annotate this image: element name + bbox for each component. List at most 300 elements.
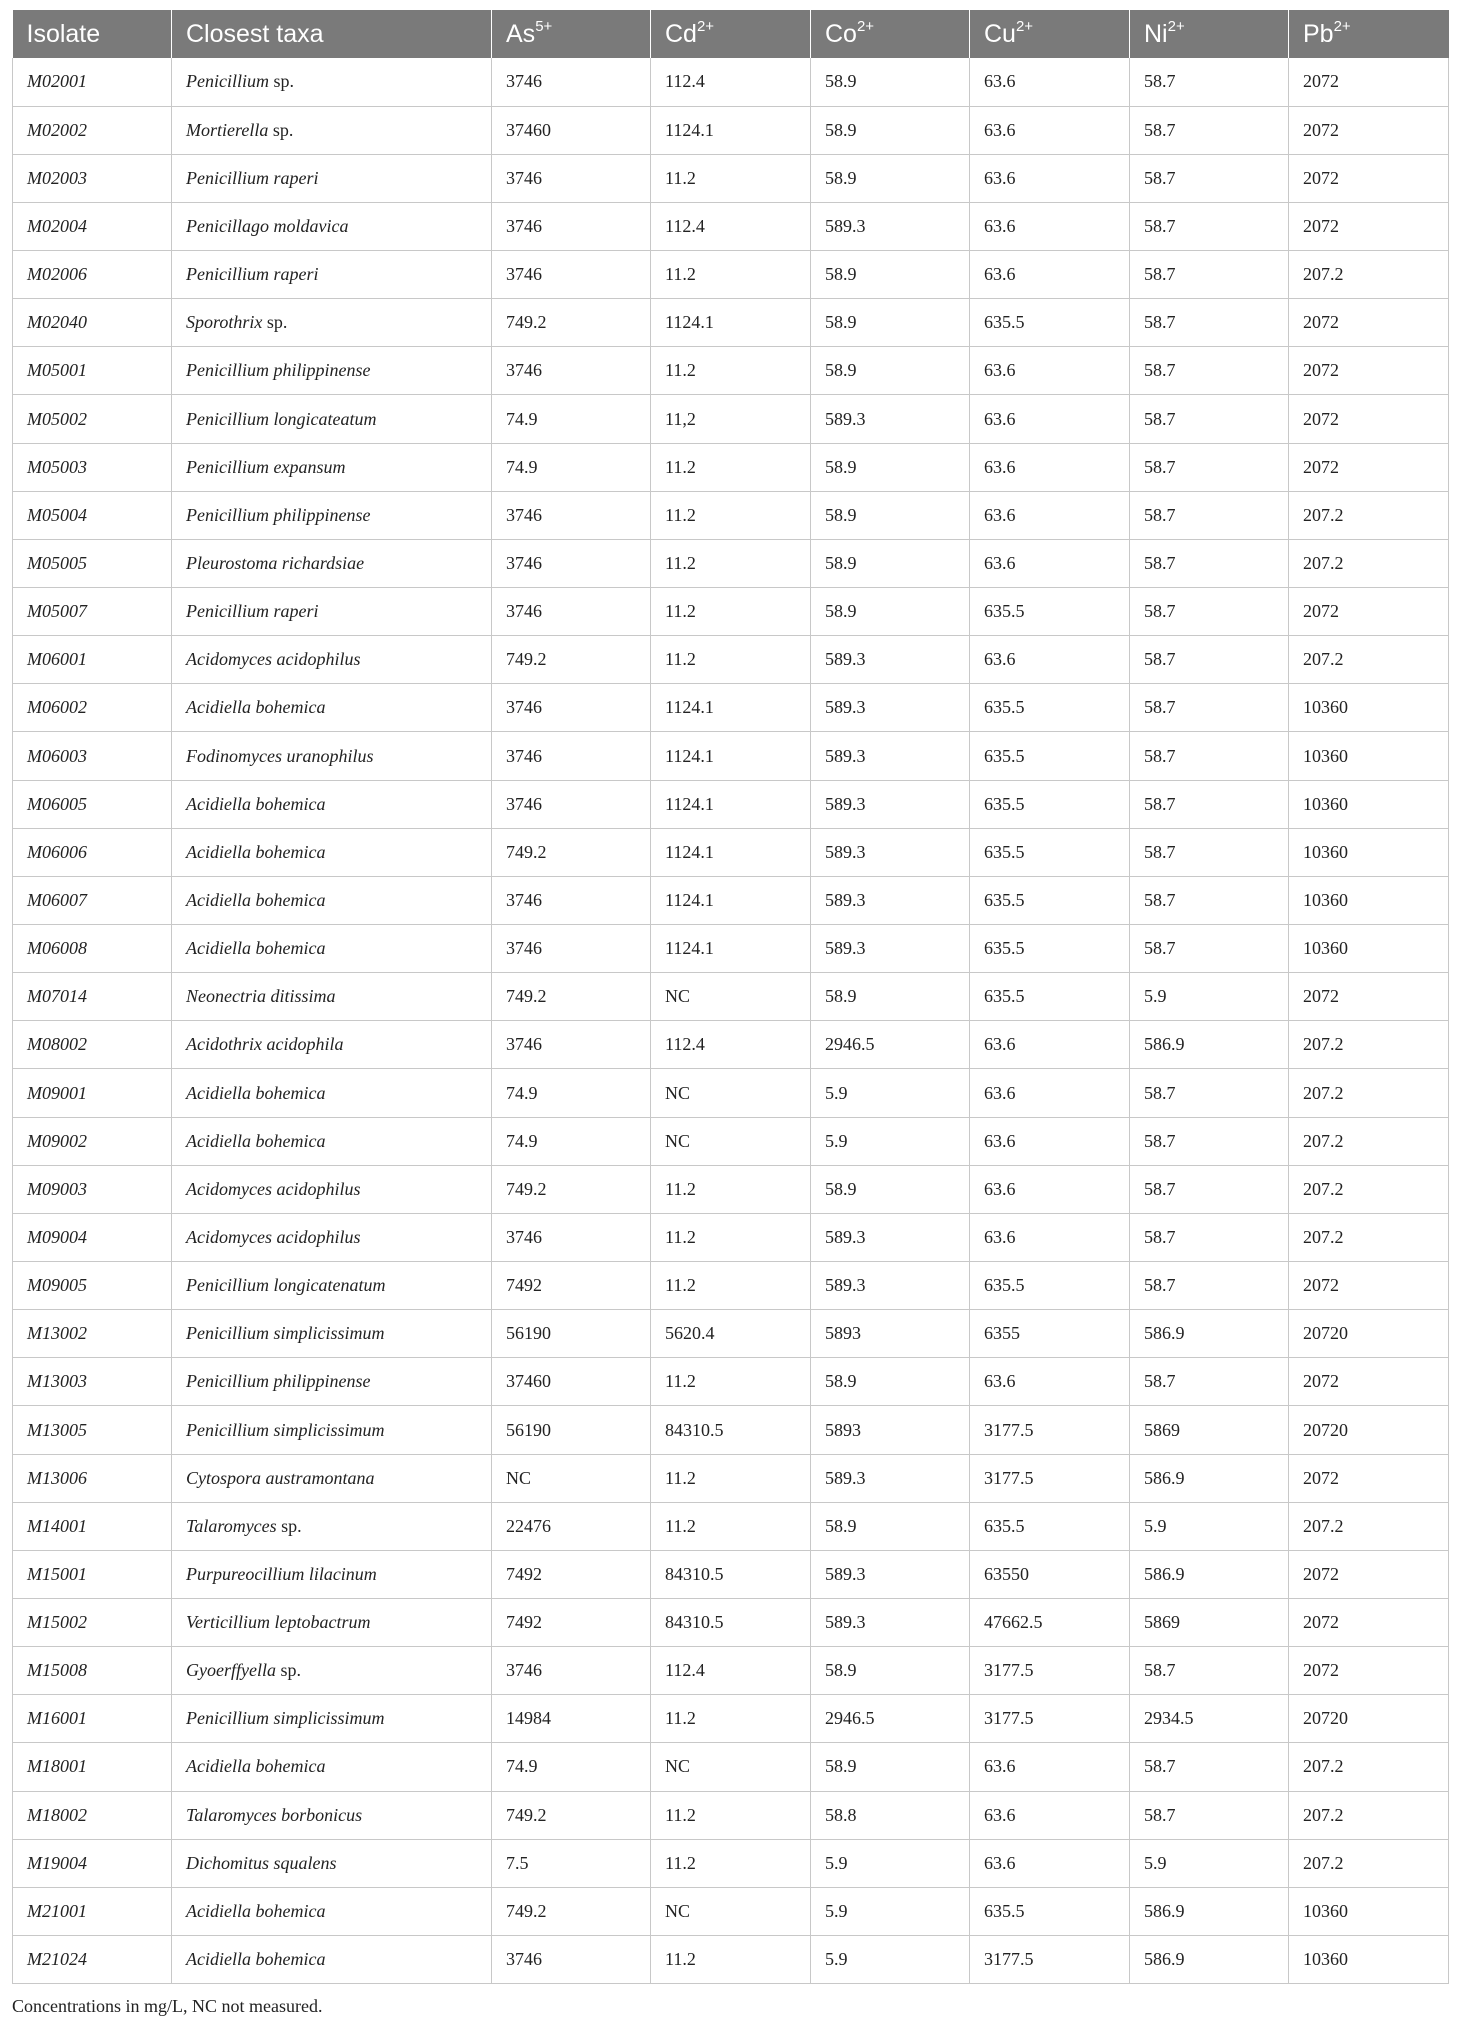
cell-as: 3746 <box>492 491 651 539</box>
cell-isolate: M09005 <box>13 1262 172 1310</box>
cell-as: 37460 <box>492 1358 651 1406</box>
cell-cd: 11.2 <box>651 1695 811 1743</box>
cell-cu: 63.6 <box>970 202 1130 250</box>
taxa-name: Penicillium longicatenatum <box>186 1275 386 1296</box>
cell-as: 749.2 <box>492 636 651 684</box>
cell-co: 58.9 <box>811 299 970 347</box>
cell-pb: 207.2 <box>1289 1069 1449 1117</box>
cell-closest-taxa <box>172 1695 492 1743</box>
cell-isolate: M02001 <box>13 58 172 106</box>
taxa-name: Acidiella bohemica <box>186 1756 326 1777</box>
cell-as: 3746 <box>492 154 651 202</box>
cell-co: 589.3 <box>811 202 970 250</box>
taxa-name: Acidiella bohemica <box>186 938 326 959</box>
cell-pb: 2072 <box>1289 1599 1449 1647</box>
taxa-name: Verticillium leptobactrum <box>186 1612 371 1633</box>
table-row <box>13 588 1449 636</box>
cell-co: 58.9 <box>811 588 970 636</box>
cell-isolate: M09004 <box>13 1213 172 1261</box>
cell-co: 58.9 <box>811 539 970 587</box>
cell-closest-taxa <box>172 1647 492 1695</box>
table-row <box>13 684 1449 732</box>
cell-closest-taxa <box>172 1454 492 1502</box>
table-row <box>13 251 1449 299</box>
cell-pb: 207.2 <box>1289 1791 1449 1839</box>
cell-closest-taxa <box>172 1310 492 1358</box>
cell-cu: 63.6 <box>970 539 1130 587</box>
column-header-label: Co <box>825 19 857 48</box>
taxa-name: Talaromyces borbonicus <box>186 1804 363 1825</box>
column-header-cd <box>651 10 811 58</box>
cell-cu: 63.6 <box>970 1165 1130 1213</box>
cell-closest-taxa <box>172 925 492 973</box>
cell-as: 749.2 <box>492 1887 651 1935</box>
cell-cu: 63.6 <box>970 1213 1130 1261</box>
cell-cu: 635.5 <box>970 1262 1130 1310</box>
column-header-label: As <box>506 19 536 48</box>
cell-co: 5.9 <box>811 1117 970 1165</box>
cell-cd: 11.2 <box>651 443 811 491</box>
cell-cd: 11.2 <box>651 1262 811 1310</box>
cell-as: 3746 <box>492 780 651 828</box>
cell-cu: 635.5 <box>970 876 1130 924</box>
cell-co: 5.9 <box>811 1887 970 1935</box>
cell-cd: 11.2 <box>651 347 811 395</box>
column-header-charge: 2+ <box>1167 17 1185 35</box>
taxa-name: Pleurostoma richardsiae <box>186 552 365 573</box>
cell-ni: 58.7 <box>1130 202 1289 250</box>
table-row <box>13 1599 1449 1647</box>
table-row <box>13 1310 1449 1358</box>
cell-isolate: M13005 <box>13 1406 172 1454</box>
taxa-name: Penicillium raperi <box>186 601 319 622</box>
cell-ni: 58.7 <box>1130 1791 1289 1839</box>
cell-pb: 207.2 <box>1289 539 1449 587</box>
cell-cd: 11.2 <box>651 1502 811 1550</box>
cell-as: 56190 <box>492 1310 651 1358</box>
cell-pb: 2072 <box>1289 299 1449 347</box>
table-row <box>13 1839 1449 1887</box>
cell-co: 589.3 <box>811 780 970 828</box>
cell-cd: 11.2 <box>651 636 811 684</box>
column-header-cu <box>970 10 1130 58</box>
cell-pb: 2072 <box>1289 1647 1449 1695</box>
table-row <box>13 1887 1449 1935</box>
taxa-suffix: sp. <box>268 119 294 140</box>
cell-cd: 112.4 <box>651 202 811 250</box>
cell-pb: 2072 <box>1289 154 1449 202</box>
cell-cu: 635.5 <box>970 588 1130 636</box>
cell-closest-taxa <box>172 1502 492 1550</box>
taxa-name: Acidothrix acidophila <box>186 1034 344 1055</box>
cell-ni: 586.9 <box>1130 1935 1289 1983</box>
cell-isolate: M18001 <box>13 1743 172 1791</box>
cell-ni: 5.9 <box>1130 973 1289 1021</box>
cell-closest-taxa <box>172 539 492 587</box>
cell-co: 58.9 <box>811 1165 970 1213</box>
cell-closest-taxa <box>172 1935 492 1983</box>
cell-ni: 58.7 <box>1130 780 1289 828</box>
cell-cu: 635.5 <box>970 299 1130 347</box>
taxa-name: Acidomyces acidophilus <box>186 1178 361 1199</box>
cell-cu: 63.6 <box>970 1791 1130 1839</box>
taxa-name: Neonectria ditissima <box>186 986 336 1007</box>
cell-isolate: M08002 <box>13 1021 172 1069</box>
cell-pb: 2072 <box>1289 973 1449 1021</box>
cell-as: 7492 <box>492 1599 651 1647</box>
cell-closest-taxa <box>172 395 492 443</box>
cell-isolate: M05004 <box>13 491 172 539</box>
cell-closest-taxa <box>172 1358 492 1406</box>
cell-cd: 112.4 <box>651 58 811 106</box>
table-row <box>13 828 1449 876</box>
cell-co: 58.9 <box>811 1647 970 1695</box>
cell-closest-taxa <box>172 491 492 539</box>
cell-cd: 1124.1 <box>651 828 811 876</box>
table-row <box>13 1550 1449 1598</box>
taxa-name: Acidomyces acidophilus <box>186 649 361 670</box>
cell-cd: 11,2 <box>651 395 811 443</box>
cell-cd: 11.2 <box>651 588 811 636</box>
taxa-name: Penicillium expansum <box>186 456 346 477</box>
cell-pb: 207.2 <box>1289 1117 1449 1165</box>
cell-cd: 11.2 <box>651 1839 811 1887</box>
cell-as: 3746 <box>492 251 651 299</box>
cell-cd: 11.2 <box>651 1791 811 1839</box>
cell-isolate: M05001 <box>13 347 172 395</box>
cell-cu: 3177.5 <box>970 1647 1130 1695</box>
cell-cd: 11.2 <box>651 1165 811 1213</box>
cell-closest-taxa <box>172 1262 492 1310</box>
cell-pb: 2072 <box>1289 1262 1449 1310</box>
cell-as: 749.2 <box>492 1165 651 1213</box>
cell-as: NC <box>492 1454 651 1502</box>
table-row <box>13 106 1449 154</box>
cell-isolate: M19004 <box>13 1839 172 1887</box>
cell-isolate: M05007 <box>13 588 172 636</box>
cell-isolate: M09003 <box>13 1165 172 1213</box>
column-header-label: Closest taxa <box>186 19 324 48</box>
cell-co: 589.3 <box>811 1262 970 1310</box>
cell-pb: 207.2 <box>1289 1743 1449 1791</box>
table-row <box>13 1647 1449 1695</box>
cell-co: 5893 <box>811 1310 970 1358</box>
column-header-charge: 2+ <box>696 17 715 35</box>
taxa-name: Talaromyces <box>186 1515 277 1536</box>
table-row <box>13 202 1449 250</box>
cell-cd: 11.2 <box>651 539 811 587</box>
cell-closest-taxa <box>172 1213 492 1261</box>
cell-as: 22476 <box>492 1502 651 1550</box>
cell-as: 3746 <box>492 876 651 924</box>
cell-co: 589.3 <box>811 876 970 924</box>
table-row <box>13 636 1449 684</box>
cell-cd: NC <box>651 1887 811 1935</box>
metal-tolerance-table <box>12 10 1449 1984</box>
cell-isolate: M05005 <box>13 539 172 587</box>
cell-co: 2946.5 <box>811 1021 970 1069</box>
cell-co: 589.3 <box>811 684 970 732</box>
taxa-name: Penicillium simplicissimum <box>186 1419 385 1440</box>
table-row <box>13 1454 1449 1502</box>
cell-co: 58.9 <box>811 58 970 106</box>
taxa-name: Mortierella <box>186 119 269 140</box>
column-header-pb <box>1289 10 1449 58</box>
table-row <box>13 443 1449 491</box>
taxa-name: Penicillium philippinense <box>186 360 371 381</box>
table-row <box>13 1117 1449 1165</box>
cell-cu: 63.6 <box>970 636 1130 684</box>
cell-pb: 207.2 <box>1289 491 1449 539</box>
cell-cd: 1124.1 <box>651 106 811 154</box>
cell-cu: 63.6 <box>970 1117 1130 1165</box>
taxa-suffix: sp. <box>262 312 288 333</box>
cell-pb: 207.2 <box>1289 1502 1449 1550</box>
cell-as: 749.2 <box>492 828 651 876</box>
cell-cu: 3177.5 <box>970 1454 1130 1502</box>
cell-pb: 2072 <box>1289 106 1449 154</box>
cell-as: 3746 <box>492 1213 651 1261</box>
cell-cd: 84310.5 <box>651 1599 811 1647</box>
cell-as: 3746 <box>492 58 651 106</box>
cell-cu: 63550 <box>970 1550 1130 1598</box>
column-header-isolate <box>13 10 172 58</box>
cell-ni: 5869 <box>1130 1406 1289 1454</box>
cell-co: 589.3 <box>811 1213 970 1261</box>
cell-co: 58.9 <box>811 1743 970 1791</box>
cell-co: 5.9 <box>811 1069 970 1117</box>
cell-isolate: M09001 <box>13 1069 172 1117</box>
cell-cd: NC <box>651 1117 811 1165</box>
taxa-name: Sporothrix <box>186 312 263 333</box>
cell-cd: 1124.1 <box>651 876 811 924</box>
table-row <box>13 732 1449 780</box>
cell-ni: 58.7 <box>1130 1647 1289 1695</box>
cell-cd: 112.4 <box>651 1647 811 1695</box>
cell-pb: 207.2 <box>1289 1021 1449 1069</box>
taxa-name: Penicillago moldavica <box>186 215 349 236</box>
cell-closest-taxa <box>172 1839 492 1887</box>
cell-cd: 11.2 <box>651 154 811 202</box>
table-row <box>13 1791 1449 1839</box>
taxa-name: Penicillium longicateatum <box>186 408 377 429</box>
cell-cu: 63.6 <box>970 106 1130 154</box>
cell-isolate: M06006 <box>13 828 172 876</box>
cell-cu: 635.5 <box>970 732 1130 780</box>
column-header-charge: 2+ <box>856 17 875 35</box>
cell-cd: NC <box>651 1069 811 1117</box>
table-row <box>13 1695 1449 1743</box>
cell-cu: 63.6 <box>970 154 1130 202</box>
cell-closest-taxa <box>172 1117 492 1165</box>
cell-cu: 63.6 <box>970 443 1130 491</box>
cell-closest-taxa <box>172 154 492 202</box>
cell-co: 58.9 <box>811 154 970 202</box>
cell-cu: 63.6 <box>970 251 1130 299</box>
cell-isolate: M16001 <box>13 1695 172 1743</box>
cell-ni: 586.9 <box>1130 1550 1289 1598</box>
cell-as: 74.9 <box>492 395 651 443</box>
cell-co: 58.9 <box>811 973 970 1021</box>
taxa-name: Dichomitus squalens <box>186 1852 337 1873</box>
cell-ni: 586.9 <box>1130 1887 1289 1935</box>
table-row <box>13 299 1449 347</box>
cell-cd: 11.2 <box>651 1213 811 1261</box>
table-row <box>13 1406 1449 1454</box>
cell-closest-taxa <box>172 1887 492 1935</box>
taxa-name: Penicillium raperi <box>186 167 319 188</box>
cell-closest-taxa <box>172 443 492 491</box>
cell-pb: 2072 <box>1289 202 1449 250</box>
cell-isolate: M13006 <box>13 1454 172 1502</box>
cell-co: 58.9 <box>811 106 970 154</box>
taxa-suffix: sp. <box>268 71 294 92</box>
cell-co: 589.3 <box>811 636 970 684</box>
cell-closest-taxa <box>172 828 492 876</box>
table-row <box>13 347 1449 395</box>
cell-cd: NC <box>651 1743 811 1791</box>
cell-ni: 58.7 <box>1130 1069 1289 1117</box>
cell-cd: NC <box>651 973 811 1021</box>
cell-co: 58.9 <box>811 347 970 395</box>
cell-cu: 63.6 <box>970 491 1130 539</box>
cell-ni: 58.7 <box>1130 58 1289 106</box>
cell-closest-taxa <box>172 347 492 395</box>
cell-cu: 63.6 <box>970 1839 1130 1887</box>
cell-pb: 10360 <box>1289 1935 1449 1983</box>
cell-ni: 58.7 <box>1130 828 1289 876</box>
cell-co: 5893 <box>811 1406 970 1454</box>
cell-ni: 58.7 <box>1130 347 1289 395</box>
taxa-name: Penicillium simplicissimum <box>186 1323 385 1344</box>
column-header-label: Cd <box>665 19 697 48</box>
column-header-charge: 2+ <box>1015 17 1034 35</box>
cell-cu: 635.5 <box>970 973 1130 1021</box>
cell-cu: 635.5 <box>970 684 1130 732</box>
table-row <box>13 780 1449 828</box>
cell-closest-taxa <box>172 1165 492 1213</box>
cell-cd: 84310.5 <box>651 1406 811 1454</box>
cell-as: 3746 <box>492 1021 651 1069</box>
cell-cd: 11.2 <box>651 1358 811 1406</box>
cell-closest-taxa <box>172 780 492 828</box>
cell-as: 74.9 <box>492 443 651 491</box>
table-row <box>13 973 1449 1021</box>
cell-as: 56190 <box>492 1406 651 1454</box>
cell-cd: 1124.1 <box>651 684 811 732</box>
cell-cu: 63.6 <box>970 1069 1130 1117</box>
taxa-name: Acidomyces acidophilus <box>186 1226 361 1247</box>
cell-cd: 112.4 <box>651 1021 811 1069</box>
table-row <box>13 491 1449 539</box>
cell-cu: 635.5 <box>970 828 1130 876</box>
cell-closest-taxa <box>172 58 492 106</box>
cell-as: 14984 <box>492 1695 651 1743</box>
cell-pb: 10360 <box>1289 732 1449 780</box>
cell-closest-taxa <box>172 636 492 684</box>
cell-ni: 58.7 <box>1130 684 1289 732</box>
cell-pb: 10360 <box>1289 925 1449 973</box>
cell-co: 589.3 <box>811 1599 970 1647</box>
cell-isolate: M13002 <box>13 1310 172 1358</box>
cell-isolate: M05003 <box>13 443 172 491</box>
table-row <box>13 1358 1449 1406</box>
cell-pb: 207.2 <box>1289 1165 1449 1213</box>
cell-cd: 11.2 <box>651 1935 811 1983</box>
cell-ni: 58.7 <box>1130 732 1289 780</box>
cell-ni: 58.7 <box>1130 299 1289 347</box>
cell-as: 749.2 <box>492 1791 651 1839</box>
cell-as: 7492 <box>492 1262 651 1310</box>
cell-ni: 58.7 <box>1130 588 1289 636</box>
cell-isolate: M14001 <box>13 1502 172 1550</box>
cell-closest-taxa <box>172 684 492 732</box>
cell-co: 58.9 <box>811 443 970 491</box>
cell-ni: 58.7 <box>1130 876 1289 924</box>
column-header-charge: 5+ <box>535 17 553 35</box>
cell-cu: 63.6 <box>970 1358 1130 1406</box>
table-row <box>13 1213 1449 1261</box>
cell-as: 3746 <box>492 588 651 636</box>
cell-isolate: M15008 <box>13 1647 172 1695</box>
cell-ni: 5869 <box>1130 1599 1289 1647</box>
cell-cd: 11.2 <box>651 251 811 299</box>
cell-as: 3746 <box>492 347 651 395</box>
cell-as: 74.9 <box>492 1743 651 1791</box>
table-row <box>13 1069 1449 1117</box>
taxa-name: Cytospora austramontana <box>186 1467 375 1488</box>
cell-isolate: M09002 <box>13 1117 172 1165</box>
cell-pb: 2072 <box>1289 443 1449 491</box>
cell-isolate: M21001 <box>13 1887 172 1935</box>
cell-isolate: M02006 <box>13 251 172 299</box>
cell-closest-taxa <box>172 106 492 154</box>
cell-pb: 2072 <box>1289 1358 1449 1406</box>
cell-pb: 2072 <box>1289 1454 1449 1502</box>
cell-ni: 2934.5 <box>1130 1695 1289 1743</box>
cell-cd: 84310.5 <box>651 1550 811 1598</box>
cell-isolate: M18002 <box>13 1791 172 1839</box>
column-header-label: Pb <box>1303 19 1334 48</box>
cell-isolate: M05002 <box>13 395 172 443</box>
cell-as: 3746 <box>492 1647 651 1695</box>
cell-cu: 635.5 <box>970 780 1130 828</box>
cell-cd: 5620.4 <box>651 1310 811 1358</box>
cell-cd: 1124.1 <box>651 732 811 780</box>
taxa-name: Acidiella bohemica <box>186 889 326 910</box>
cell-as: 3746 <box>492 925 651 973</box>
cell-pb: 2072 <box>1289 395 1449 443</box>
cell-ni: 5.9 <box>1130 1502 1289 1550</box>
cell-as: 74.9 <box>492 1069 651 1117</box>
cell-cu: 3177.5 <box>970 1935 1130 1983</box>
cell-pb: 20720 <box>1289 1695 1449 1743</box>
taxa-suffix: sp. <box>275 1660 301 1681</box>
cell-ni: 58.7 <box>1130 491 1289 539</box>
taxa-name: Penicillium <box>186 71 269 92</box>
cell-ni: 58.7 <box>1130 1165 1289 1213</box>
table-row <box>13 154 1449 202</box>
table-header-row <box>13 10 1449 58</box>
cell-as: 3746 <box>492 732 651 780</box>
cell-cu: 635.5 <box>970 1887 1130 1935</box>
cell-pb: 10360 <box>1289 828 1449 876</box>
cell-ni: 5.9 <box>1130 1839 1289 1887</box>
taxa-name: Gyoerffyella <box>186 1660 276 1681</box>
taxa-name: Acidiella bohemica <box>186 1130 326 1151</box>
cell-cd: 1124.1 <box>651 925 811 973</box>
table-row <box>13 395 1449 443</box>
